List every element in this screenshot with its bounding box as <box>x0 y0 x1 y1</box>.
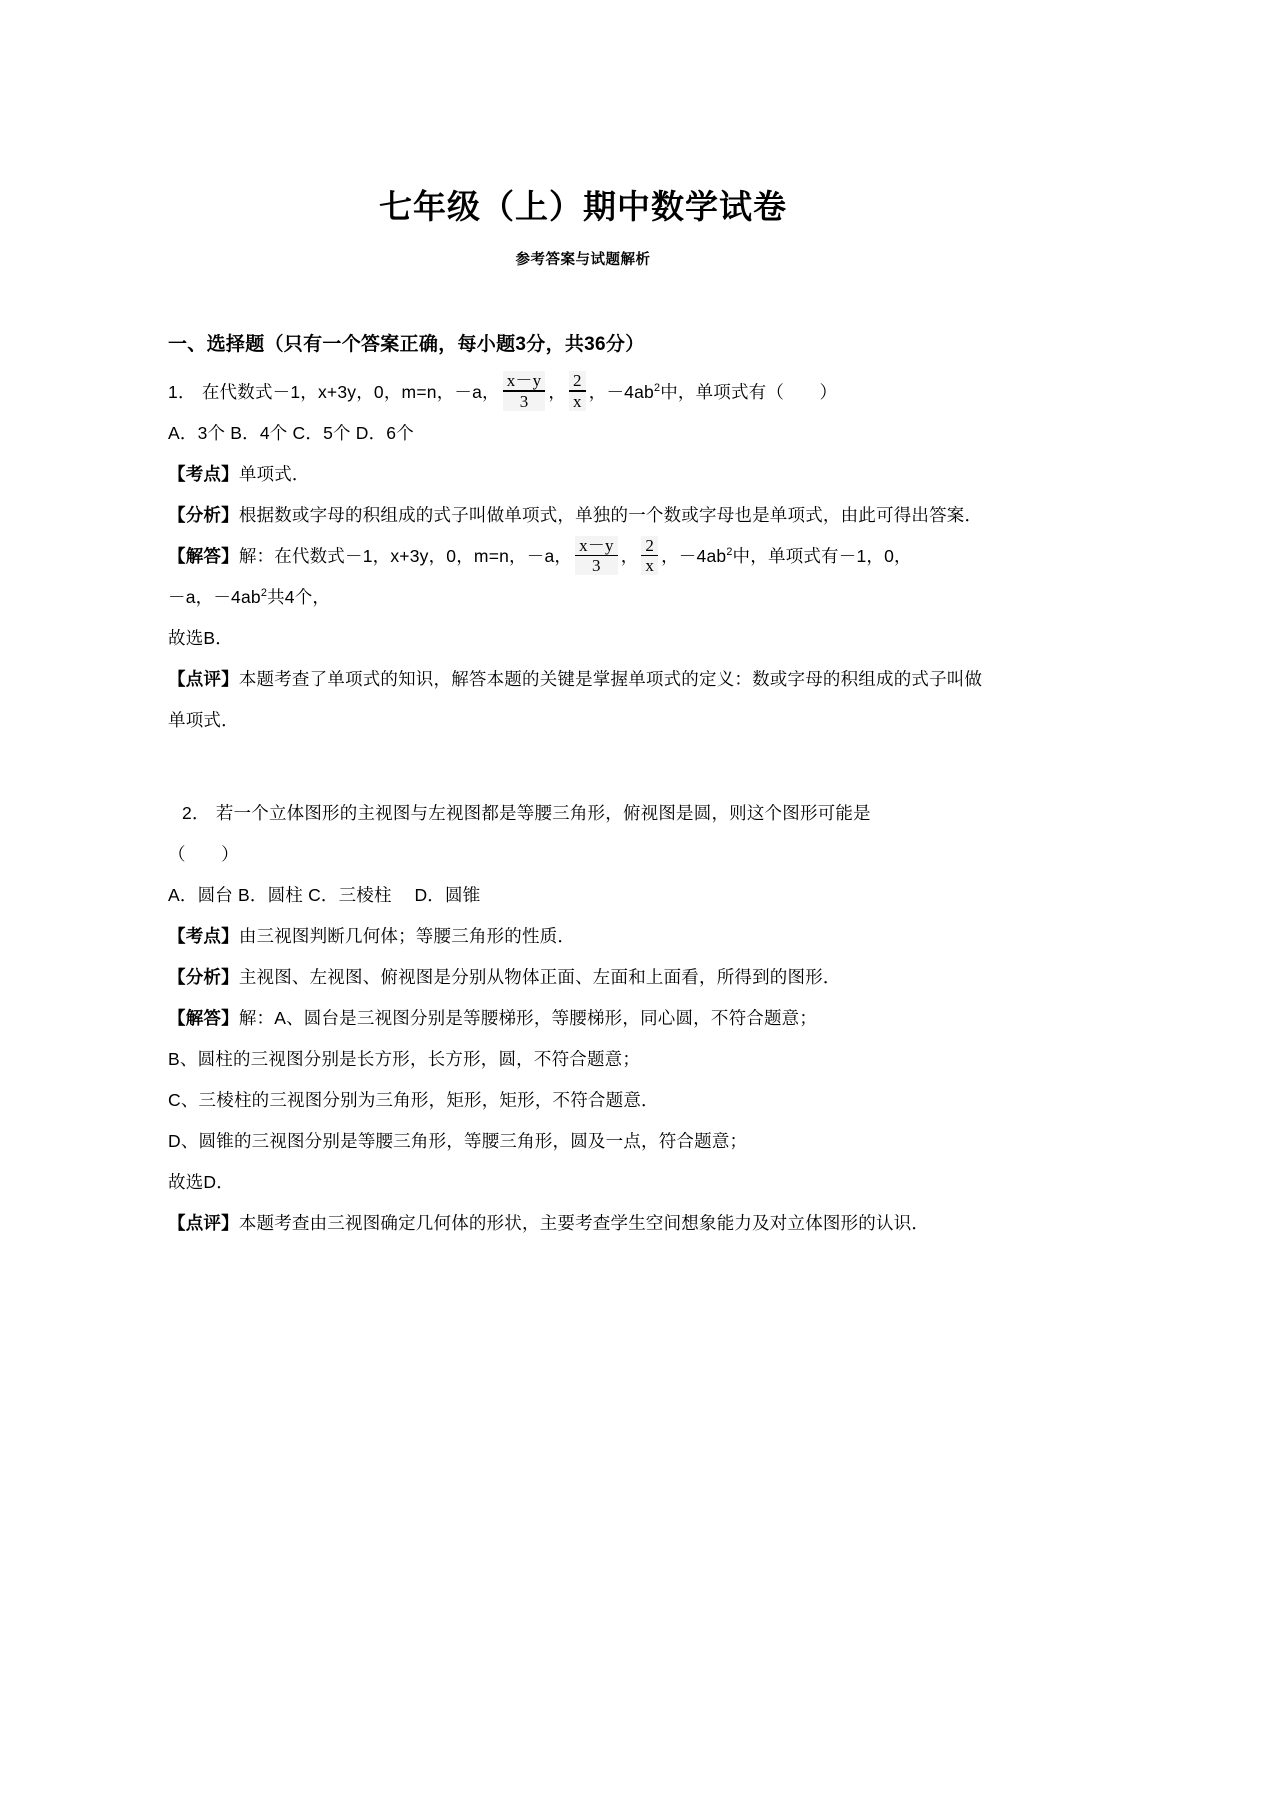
fenxi-text: 主视图、左视图、俯视图是分别从物体正面、左面和上面看，所得到的图形． <box>238 967 841 988</box>
question-1-stem-suffix-post: 中，单项式有（ ） <box>660 381 838 402</box>
kaodian-label: 【考点】 <box>168 463 239 484</box>
question-2-dianping <box>168 1203 998 1244</box>
page-subtitle: 参考答案与试题解析 <box>515 252 651 269</box>
question-2-number: 2． <box>182 803 210 824</box>
fraction-denominator: x <box>573 391 582 411</box>
question-1-jieda-line2 <box>168 577 998 618</box>
jieda-label: 【解答】 <box>168 1008 239 1029</box>
fraction-x-minus-y-over-3 <box>503 371 546 411</box>
question-1-kaodian <box>168 454 998 495</box>
question-1-jieda <box>168 536 998 577</box>
question-1-number: 1． <box>168 381 196 402</box>
question-2-jieda-option-d: D、圆锥的三视图分别是等腰三角形，等腰三角形，圆及一点，符合题意； <box>168 1131 748 1152</box>
jieda-mid: ， <box>620 545 639 566</box>
dianping-label: 【点评】 <box>168 669 239 690</box>
dianping-text: 本题考查了单项式的知识，解答本题的关键是掌握单项式的定义：数或字母的积组成的式子叫做单项式． <box>168 669 983 731</box>
spacer <box>168 360 998 372</box>
dianping-label: 【点评】 <box>168 1213 239 1234</box>
exponent-2: 2 <box>726 546 733 559</box>
question-2-jieda-option-c: C、三棱柱的三视图分别为三角形，矩形，矩形，不符合题意． <box>168 1090 659 1111</box>
kaodian-text: 由三视图判断几何体；等腰三角形的性质． <box>238 926 576 947</box>
exponent-2: 2 <box>653 381 661 394</box>
fenxi-text: 根据数或字母的积组成的式子叫做单项式，单独的一个数或字母也是单项式，由此可得出答案． <box>238 504 983 525</box>
jieda-line2-b: 共4个， <box>267 587 331 608</box>
question-1-conclusion: 故选B． <box>168 628 233 649</box>
fenxi-label: 【分析】 <box>168 967 239 988</box>
fraction-2-over-x <box>569 371 586 411</box>
jieda-suffix-pre: ，－4ab <box>661 545 727 566</box>
question-2-fenxi <box>168 957 998 998</box>
kaodian-text: 单项式． <box>238 463 310 484</box>
fraction-denominator: 3 <box>592 556 601 576</box>
question-2-jieda-option-b: B、圆柱的三视图分别是长方形，长方形，圆，不符合题意； <box>168 1049 641 1070</box>
exponent-2: 2 <box>260 587 268 600</box>
question-1-fenxi <box>168 495 998 536</box>
question-2-conclusion: 故选D． <box>168 1172 234 1193</box>
fraction-numerator: 2 <box>573 371 582 391</box>
question-2-stem-line2: （ ） <box>168 844 239 865</box>
question-1-stem <box>168 372 998 413</box>
question-1-stem-suffix-pre: ，－4ab <box>588 381 654 402</box>
question-2-jieda <box>168 998 998 1039</box>
fraction-denominator: x <box>645 556 655 576</box>
question-1-stem-prefix: 在代数式－1，x+3y，0，m=n，－a， <box>201 381 500 402</box>
question-2-kaodian <box>168 916 998 957</box>
jieda-line2-a: －a，－4ab <box>168 587 261 608</box>
question-block-2 <box>168 793 998 1244</box>
fraction-numerator: x－y <box>579 535 614 555</box>
fraction-x-minus-y-over-3 <box>575 536 618 576</box>
question-block-1 <box>168 372 998 741</box>
document-content <box>168 0 998 1244</box>
question-1-stem-mid: ， <box>548 381 567 402</box>
question-2-stem <box>168 793 998 834</box>
fenxi-label: 【分析】 <box>168 504 239 525</box>
dianping-text: 本题考查由三视图确定几何体的形状，主要考查学生空间想象能力及对立体图形的认识． <box>238 1213 930 1234</box>
question-1-dianping <box>168 659 998 741</box>
spacer <box>168 741 998 793</box>
jieda-text: 解：A、圆台是三视图分别是等腰梯形，等腰梯形，同心圆，不符合题意； <box>238 1008 818 1029</box>
question-1-options: A．3个 B．4个 C．5个 D．6个 <box>168 422 414 443</box>
jieda-label: 【解答】 <box>168 545 239 566</box>
fraction-denominator: 3 <box>519 391 529 411</box>
jieda-prefix: 解：在代数式－1，x+3y，0，m=n，－a， <box>238 545 573 566</box>
fraction-numerator: x－y <box>506 371 542 391</box>
page-title: 七年级（上）期中数学试卷 <box>379 188 787 225</box>
fraction-2-over-x <box>641 536 658 576</box>
question-2-stem-text: 若一个立体图形的主视图与左视图都是等腰三角形，俯视图是圆，则这个图形可能是 <box>215 803 871 824</box>
section-heading-choice: 一、选择题（只有一个答案正确，每小题3分，共36分） <box>168 334 645 356</box>
question-2-options: A．圆台 B．圆柱 C．三棱柱 D．圆锥 <box>168 885 481 906</box>
kaodian-label: 【考点】 <box>168 926 239 947</box>
fraction-numerator: 2 <box>645 535 655 555</box>
jieda-suffix-post: 中，单项式有－1，0， <box>732 545 912 566</box>
